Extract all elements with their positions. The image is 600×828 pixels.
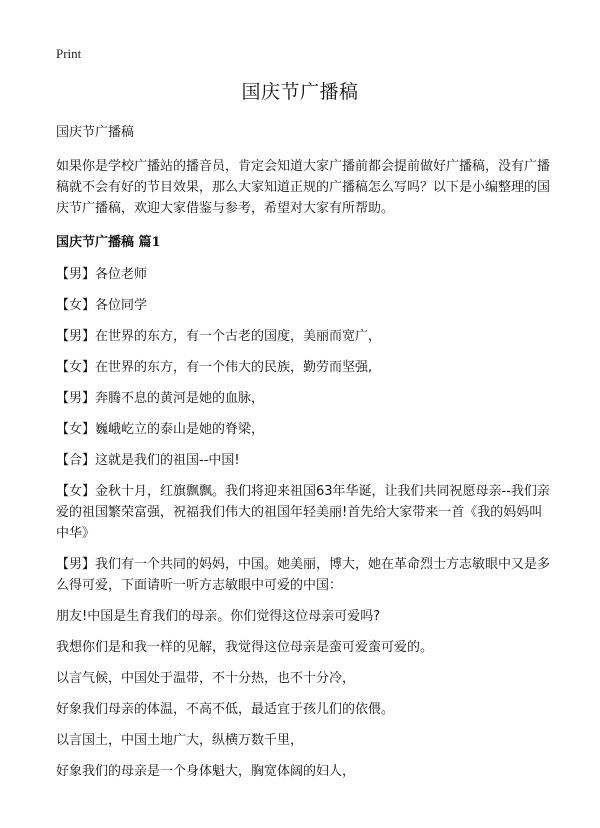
page-title: 国庆节广播稿: [241, 81, 359, 103]
script-line: 以言国土，中国土地广大，纵横万数千里，: [56, 733, 304, 748]
script-line: 以言气候，中国处于温带，不十分热，也不十分冷，: [56, 671, 356, 686]
script-line: 【女】在世界的东方，有一个伟大的民族，勤劳而坚强,: [56, 360, 373, 375]
script-line: 好象我们的母亲是一个身体魁大，胸宽体阔的妇人，: [56, 764, 356, 779]
article-subtitle: 国庆节广播稿: [56, 125, 135, 140]
script-line: 【男】在世界的东方，有一个古老的国度，美丽而宽广，: [56, 329, 382, 344]
script-line: 【男】我们有一个共同的妈妈，中国。她美丽，博大，她在革命烈士方志敏眼中又是多么得可爱，下面请听一听方志敏眼中可爱的中国：: [56, 557, 551, 593]
script-line: 朋友!中国是生育我们的母亲。你们觉得这位母亲可爱吗?: [56, 609, 381, 624]
script-line: 【女】金秋十月，红旗飘飘。我们将迎来祖国63年华诞，让我们共同祝愿母亲--我们亲爱的祖国繁荣富强，祝福我们伟大的祖国年轻美丽!首先给大家带来一首《我的妈妈叫中华》: [56, 484, 550, 541]
intro-paragraph: 如果你是学校广播站的播音员，肯定会知道大家广播前都会提前做好广播稿，没有广播稿就不会有好的节目效果，那么大家知道正规的广播稿怎么写吗？以下是小编整理的国庆节广播稿，欢迎大家借鉴与参考，希望对大家有所帮助。: [56, 159, 551, 216]
script-line: 【女】巍峨屹立的泰山是她的脊梁，: [56, 422, 265, 437]
script-line: 我想你们是和我一样的见解，我觉得这位母亲是蛮可爱蛮可爱的。: [56, 640, 434, 655]
script-line: 【男】各位老师: [56, 267, 148, 282]
print-link[interactable]: Print: [56, 46, 82, 61]
script-line: 好象我们母亲的体温，不高不低，最适宜于孩儿们的依偎。: [56, 702, 395, 717]
section-heading: 国庆节广播稿 篇1: [56, 235, 161, 250]
script-line: 【男】奔腾不息的黄河是她的血脉，: [56, 391, 265, 406]
script-line: 【女】各位同学: [56, 298, 148, 313]
script-line: 【合】这就是我们的祖国--中国!: [56, 453, 240, 468]
article-body: [56, 122, 550, 792]
